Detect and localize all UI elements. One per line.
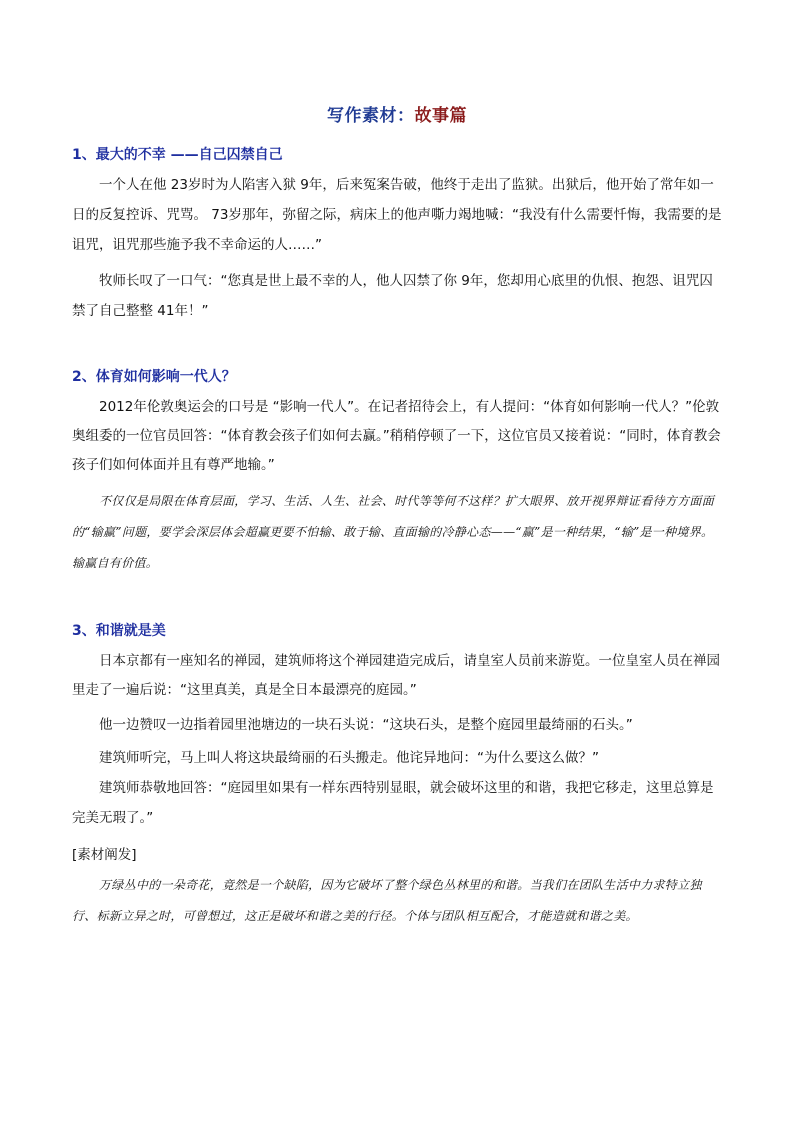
section-3-paragraph-1: 日本京都有一座知名的禅园，建筑师将这个禅园建造完成后，请皇室人员前来游览。一位皇室人员在禅园里走了一遍后说：“这里真美，真是全日本最漂亮的庭园。” (72, 653, 720, 698)
section-2-commentary: 不仅仅是局限在体育层面，学习、生活、人生、社会、时代等等何不这样？扩大眼界、放开视界辩证看待方方面面的“输赢”问题，要学会深层体会超赢更要不怕输、敢于输、直面输的冷静心态——“赢”是一种结果，“输”是一种境界。输赢自有价值。 (72, 494, 715, 570)
document-title (0, 104, 794, 128)
section-3-heading: 3、和谐就是美 (72, 623, 166, 639)
section-3-paragraph-4: 建筑师恭敬地回答：“庭园里如果有一样东西特别显眼，就会破坏这里的和谐，我把它移走，这里总算是完美无瑕了。” (72, 780, 714, 826)
section-3-commentary: 万绿丛中的一朵奇花，竟然是一个缺陷，因为它破坏了整个绿色丛林里的和谐。当我们在团队生活中力求特立独行、标新立异之时，可曾想过，这正是破坏和谐之美的行径。个体与团队相互配合，才能造就和谐之美。 (72, 878, 702, 923)
section-1-paragraph-2: 牧师长叹了一口气：“您真是世上最不幸的人，他人囚禁了你 9年，您却用心底里的仇恨、抱怨、诅咒囚禁了自己整整 41年！” (72, 273, 713, 319)
section-2-heading: 2、体育如何影响一代人？ (72, 369, 236, 385)
material-analysis-label: [素材阐发] (72, 847, 137, 863)
section-3-paragraph-2: 他一边赞叹一边指着园里池塘边的一块石头说：“这块石头，是整个庭园里最绮丽的石头。” (99, 717, 633, 733)
title-tail: 故事篇 (414, 106, 467, 126)
title-main: 写作素材： (327, 106, 415, 126)
section-1-paragraph-1: 一个人在他 23岁时为人陷害入狱 9年，后来冤案告破，他终于走出了监狱。出狱后，他开始了常年如一日的反复控诉、咒骂。 73岁那年，弥留之际，病床上的他声嘶力竭地喊：“我没有什么需要忏悔，我需要的是诅咒，诅咒那些施予我不幸命运的人……” (72, 177, 722, 253)
section-3-paragraph-3: 建筑师听完，马上叫人将这块最绮丽的石头搬走。他诧异地问：“为什么要这么做？” (99, 750, 599, 766)
section-1-heading: 1、最大的不幸 ——自己囚禁自己 (72, 147, 283, 163)
section-2-paragraph-1: 2012年伦敦奥运会的口号是 “影响一代人”。在记者招待会上，有人提问：“体育如何影响一代人？”伦敦奥组委的一位官员回答：“体育教会孩子们如何去赢。”稍稍停顿了一下，这位官员又接着说：“同时，体育教会孩子们如何体面并且有尊严地输。” (72, 399, 721, 473)
